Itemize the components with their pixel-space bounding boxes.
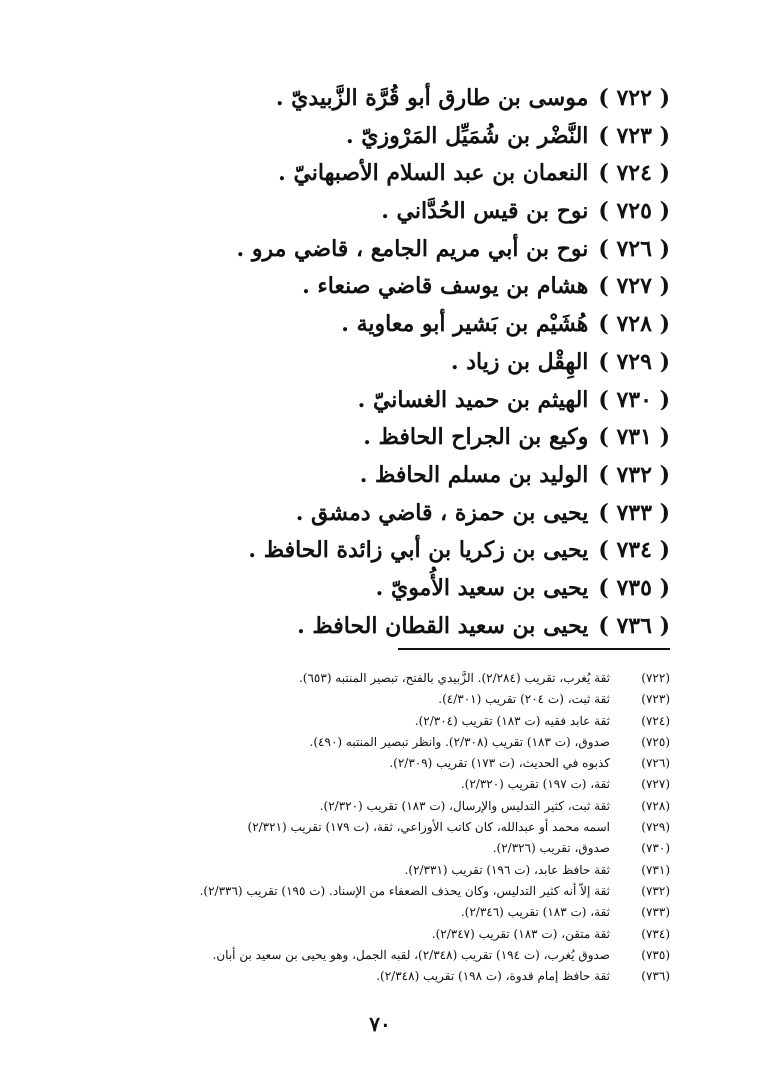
- footnote: [90, 732, 670, 753]
- entry-number: ( ٧٣٦ ): [598, 612, 670, 639]
- footnote-number: (٧٢٣): [641, 692, 670, 707]
- entry-text: الهيثم بن حميد الغسانيّ .: [357, 386, 589, 413]
- footnote: [90, 945, 670, 966]
- entry-number: ( ٧٣٢ ): [598, 461, 670, 488]
- footnote-list: [90, 668, 670, 987]
- footnote: [90, 774, 670, 795]
- footnote-text: ثقة عابد فقيه (ت ١٨٣) تقريب (٢/٣٠٤).: [414, 713, 610, 728]
- entry-number: ( ٧٢٥ ): [598, 198, 670, 225]
- entry-text: يحيى بن سعيد القطان الحافظ .: [297, 612, 589, 639]
- footnote-text: ثقة حافظ عابد، (ت ١٩٦) تقريب (٢/٣٣١).: [404, 862, 610, 877]
- entry-text: الوليد بن مسلم الحافظ .: [359, 461, 589, 488]
- footnote-number: (٧٢٦): [641, 756, 670, 771]
- entry-number: ( ٧٣١ ): [598, 424, 670, 451]
- footnote-text: ثقة حافظ إمام قدوة، (ت ١٩٨) تقريب (٢/٣٤٨).: [376, 969, 610, 984]
- footnote-text: صدوق يُغرب، (ت ١٩٤) تقريب (٢/٣٤٨)، لقبه الجمل، وهو يحيى بن سعيد بن أبان.: [212, 947, 610, 962]
- entry-number: ( ٧٣٥ ): [598, 574, 670, 601]
- footnote-text: اسمه محمد أو عبدالله، كان كاتب الأوزاعي، ثقة، (ت ١٧٩) تقريب (٢/٣٢١): [247, 820, 610, 835]
- footnote-text: ثقة إلاّ أنه كثير التدليس، وكان يحذف الضعفاء من الإسناد. (ت ١٩٥) تقريب (٢/٣٣٦).: [199, 883, 610, 898]
- footnote-number: (٧٢٩): [641, 820, 670, 835]
- narrator-entry: [110, 532, 670, 570]
- footnote: [90, 817, 670, 838]
- footnote-number: (٧٢٨): [641, 798, 670, 813]
- narrator-entry: [110, 382, 670, 420]
- footnote-text: ثقة يُغرب، تقريب (٢/٢٨٤). الزَّبيدي بالفتح، تبصير المنتبه (٦٥٣).: [298, 671, 610, 685]
- footnote-number: (٧٢٢): [641, 671, 670, 685]
- footnote-text: كذبوه في الحديث، (ت ١٧٣) تقريب (٢/٣٠٩).: [389, 756, 610, 771]
- footnote-number: (٧٣٦): [641, 969, 670, 984]
- footnote-text: ثقة، (ت ١٩٧) تقريب (٢/٣٢٠).: [460, 777, 610, 792]
- footnote-number: (٧٣١): [641, 862, 670, 877]
- narrator-entry: [110, 495, 670, 533]
- narrator-entry: [110, 155, 670, 193]
- footnote-text: صدوق، (ت ١٨٣) تقريب (٢/٣٠٨). وانظر تبصير المنتبه (٤٩٠).: [309, 734, 610, 749]
- entry-number: ( ٧٢٧ ): [598, 273, 670, 300]
- footnote: [90, 860, 670, 881]
- narrator-entry: [110, 344, 670, 382]
- entry-number: ( ٧٣٤ ): [598, 537, 670, 564]
- page-number: ٧٠: [369, 1012, 391, 1036]
- entry-number: ( ٧٢٨ ): [598, 311, 670, 338]
- narrator-entry: [110, 118, 670, 156]
- entry-number: ( ٧٢٣ ): [598, 122, 670, 149]
- footnote-text: ثقة ثبت، كثير التدليس والإرسال، (ت ١٨٣) تقريب (٢/٣٢٠).: [319, 798, 610, 813]
- footnote: [90, 796, 670, 817]
- narrator-entry: [110, 570, 670, 608]
- footnote: [90, 924, 670, 945]
- entry-text: يحيى بن حمزة ، قاضي دمشق .: [295, 499, 589, 526]
- footnote-text: ثقة متقن، (ت ١٨٣) تقريب (٢/٣٤٧).: [431, 926, 610, 941]
- footnote-divider: [398, 648, 670, 650]
- footnote: [90, 881, 670, 902]
- footnote: [90, 711, 670, 732]
- narrator-entry: [110, 419, 670, 457]
- narrator-entry: [110, 80, 670, 118]
- footnote: [90, 966, 670, 987]
- narrator-entry: [110, 457, 670, 495]
- footnote-number: (٧٣٣): [641, 905, 670, 920]
- entry-number: ( ٧٢٤ ): [598, 160, 670, 187]
- narrator-list: [110, 80, 670, 645]
- footnote-number: (٧٢٤): [641, 713, 670, 728]
- footnote-text: ثقة ثبت، (ت ٢٠٤) تقريب (٤/٣٠١).: [438, 692, 610, 707]
- footnote: [90, 668, 670, 689]
- entry-text: يحيى بن سعيد الأُمويّ .: [375, 574, 589, 601]
- narrator-entry: [110, 193, 670, 231]
- footnote-number: (٧٢٧): [641, 777, 670, 792]
- entry-number: ( ٧٣٣ ): [598, 499, 670, 526]
- narrator-entry: [110, 231, 670, 269]
- entry-number: ( ٧٢٦ ): [598, 235, 670, 262]
- entry-text: هُشَيْم بن بَشير أبو معاوية .: [341, 311, 589, 338]
- footnote: [90, 902, 670, 923]
- entry-text: موسى بن طارق أبو قُرَّة الزَّبيديّ .: [275, 85, 589, 111]
- entry-text: الهِقْل بن زياد .: [450, 348, 589, 375]
- entry-text: نوح بن أبي مريم الجامع ، قاضي مرو .: [236, 235, 589, 262]
- footnote-text: ثقة، (ت ١٨٣) تقريب (٢/٣٤٦).: [460, 905, 610, 920]
- entry-text: هشام بن يوسف قاضي صنعاء .: [302, 273, 589, 300]
- narrator-entry: [110, 306, 670, 344]
- footnote-number: (٧٣٥): [641, 947, 670, 962]
- entry-text: النعمان بن عبد السلام الأصبهانيّ .: [278, 160, 589, 187]
- entry-number: ( ٧٢٢ ): [598, 85, 670, 111]
- footnote-number: (٧٢٥): [641, 734, 670, 749]
- narrator-entry: [110, 268, 670, 306]
- entry-text: يحيى بن زكريا بن أبي زائدة الحافظ .: [248, 537, 589, 564]
- entry-number: ( ٧٣٠ ): [598, 386, 670, 413]
- footnote: [90, 689, 670, 710]
- entry-text: النَّضْر بن شُمَيِّل المَرْوزيّ .: [345, 122, 589, 149]
- footnote-number: (٧٣٠): [641, 841, 670, 856]
- footnote-number: (٧٣٢): [641, 883, 670, 898]
- entry-text: وكيع بن الجراح الحافظ .: [363, 424, 589, 451]
- entry-number: ( ٧٢٩ ): [598, 348, 670, 375]
- narrator-entry: [110, 608, 670, 646]
- footnote-number: (٧٣٤): [641, 926, 670, 941]
- footnote: [90, 753, 670, 774]
- entry-text: نوح بن قيس الحُدَّاني .: [381, 198, 589, 225]
- footnote: [90, 838, 670, 859]
- footnote-text: صدوق، تقريب (٢/٣٢٦).: [492, 841, 610, 856]
